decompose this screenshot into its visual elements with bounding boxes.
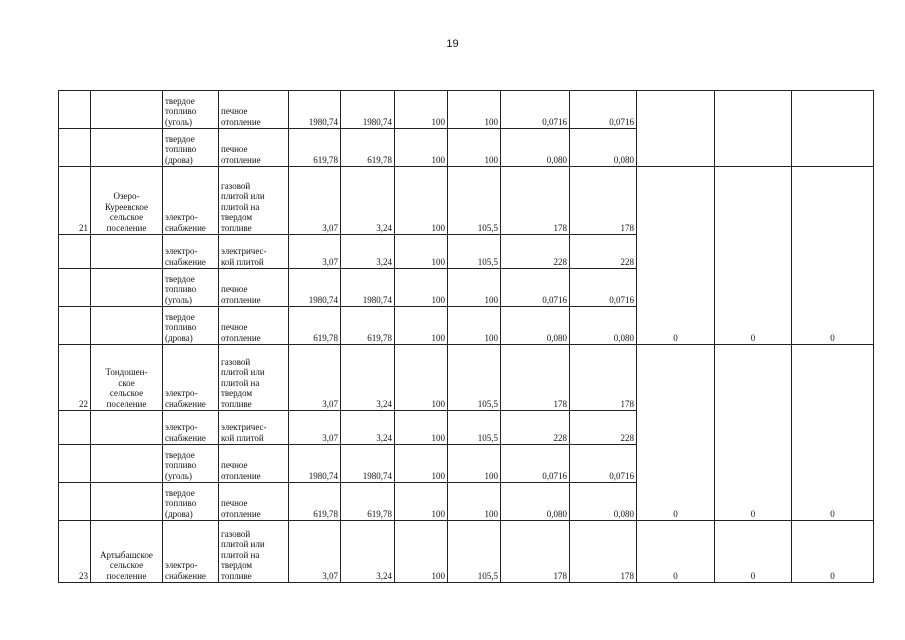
empty-cell xyxy=(91,483,163,521)
usage-type-cell: электричес- кой плитой xyxy=(219,411,289,445)
resource-type-cell: электро- снабжение xyxy=(163,345,219,411)
tariff-value-2-cell: 1980,74 xyxy=(341,91,395,129)
tariff-value-2-cell: 3,24 xyxy=(341,521,395,583)
norm-2-cell: 0,0716 xyxy=(570,269,637,307)
percent-2-cell: 105,5 xyxy=(448,411,501,445)
settlement-name-cell: Озеро- Куреевское сельское поселение xyxy=(91,167,163,235)
norm-2-cell: 228 xyxy=(570,411,637,445)
settlement-name-cell: Тондошен- ское сельское поселение xyxy=(91,345,163,411)
norm-2-cell: 228 xyxy=(570,235,637,269)
resource-type-cell: электро- снабжение xyxy=(163,167,219,235)
usage-type-cell: газовой плитой или плитой на твердом топливе xyxy=(219,167,289,235)
resource-type-cell: электро- снабжение xyxy=(163,411,219,445)
norm-1-cell: 0,0716 xyxy=(501,269,570,307)
norm-2-cell: 0,0716 xyxy=(570,91,637,129)
percent-1-cell: 100 xyxy=(395,345,448,411)
side-value-cell: 0 xyxy=(792,521,874,583)
norm-2-cell: 0,080 xyxy=(570,129,637,167)
empty-cell xyxy=(59,129,91,167)
settlement-name-cell: Артыбашское сельское поселение xyxy=(91,521,163,583)
side-value-cell: 0 xyxy=(715,167,792,345)
tariff-value-1-cell: 3,07 xyxy=(289,167,341,235)
empty-cell xyxy=(91,411,163,445)
tariff-value-2-cell: 3,24 xyxy=(341,345,395,411)
tariff-value-2-cell: 3,24 xyxy=(341,411,395,445)
side-value-cell xyxy=(715,91,792,167)
table-row xyxy=(59,167,874,235)
norm-2-cell: 0,080 xyxy=(570,483,637,521)
side-value-cell: 0 xyxy=(637,345,715,521)
norm-1-cell: 178 xyxy=(501,345,570,411)
tariff-value-1-cell: 1980,74 xyxy=(289,445,341,483)
side-value-cell xyxy=(637,91,715,167)
tariff-table xyxy=(58,90,874,583)
percent-2-cell: 100 xyxy=(448,307,501,345)
usage-type-cell: печное отопление xyxy=(219,269,289,307)
side-value-cell: 0 xyxy=(792,167,874,345)
resource-type-cell: электро- снабжение xyxy=(163,521,219,583)
percent-2-cell: 100 xyxy=(448,445,501,483)
percent-1-cell: 100 xyxy=(395,269,448,307)
empty-cell xyxy=(91,269,163,307)
usage-type-cell: печное отопление xyxy=(219,307,289,345)
percent-2-cell: 100 xyxy=(448,91,501,129)
percent-1-cell: 100 xyxy=(395,91,448,129)
row-number-cell: 22 xyxy=(59,345,91,411)
side-value-cell: 0 xyxy=(637,521,715,583)
usage-type-cell: печное отопление xyxy=(219,91,289,129)
tariff-value-2-cell: 3,24 xyxy=(341,235,395,269)
side-value-cell: 0 xyxy=(792,345,874,521)
tariff-value-1-cell: 3,07 xyxy=(289,411,341,445)
tariff-value-2-cell: 3,24 xyxy=(341,167,395,235)
norm-1-cell: 0,0716 xyxy=(501,445,570,483)
settlement-name-cell xyxy=(91,91,163,129)
tariff-value-1-cell: 1980,74 xyxy=(289,91,341,129)
row-number-cell xyxy=(59,91,91,129)
table-row xyxy=(59,91,874,129)
usage-type-cell: печное отопление xyxy=(219,129,289,167)
side-value-cell xyxy=(792,91,874,167)
tariff-value-1-cell: 3,07 xyxy=(289,521,341,583)
side-value-cell: 0 xyxy=(637,167,715,345)
empty-cell xyxy=(59,235,91,269)
percent-1-cell: 100 xyxy=(395,235,448,269)
percent-1-cell: 100 xyxy=(395,167,448,235)
empty-cell xyxy=(91,129,163,167)
row-number-cell: 23 xyxy=(59,521,91,583)
percent-2-cell: 100 xyxy=(448,483,501,521)
norm-1-cell: 0,080 xyxy=(501,483,570,521)
norm-1-cell: 0,080 xyxy=(501,307,570,345)
percent-1-cell: 100 xyxy=(395,129,448,167)
resource-type-cell: твердое топливо (уголь) xyxy=(163,91,219,129)
empty-cell xyxy=(91,445,163,483)
usage-type-cell: печное отопление xyxy=(219,445,289,483)
resource-type-cell: твердое топливо (дрова) xyxy=(163,307,219,345)
empty-cell xyxy=(59,411,91,445)
empty-cell xyxy=(59,445,91,483)
usage-type-cell: газовой плитой или плитой на твердом топливе xyxy=(219,521,289,583)
tariff-value-2-cell: 1980,74 xyxy=(341,445,395,483)
tariff-value-2-cell: 619,78 xyxy=(341,307,395,345)
row-number-cell: 21 xyxy=(59,167,91,235)
table-row xyxy=(59,521,874,583)
tariff-value-1-cell: 619,78 xyxy=(289,307,341,345)
empty-cell xyxy=(59,307,91,345)
norm-2-cell: 178 xyxy=(570,521,637,583)
empty-cell xyxy=(91,235,163,269)
resource-type-cell: электро- снабжение xyxy=(163,235,219,269)
empty-cell xyxy=(59,483,91,521)
norm-1-cell: 228 xyxy=(501,411,570,445)
tariff-value-1-cell: 3,07 xyxy=(289,345,341,411)
resource-type-cell: твердое топливо (уголь) xyxy=(163,269,219,307)
norm-1-cell: 178 xyxy=(501,521,570,583)
percent-1-cell: 100 xyxy=(395,521,448,583)
percent-1-cell: 100 xyxy=(395,483,448,521)
empty-cell xyxy=(91,307,163,345)
table-row xyxy=(59,345,874,411)
percent-1-cell: 100 xyxy=(395,411,448,445)
tariff-value-1-cell: 3,07 xyxy=(289,235,341,269)
norm-1-cell: 0,080 xyxy=(501,129,570,167)
side-value-cell: 0 xyxy=(715,345,792,521)
resource-type-cell: твердое топливо (дрова) xyxy=(163,483,219,521)
percent-2-cell: 100 xyxy=(448,269,501,307)
page-number: 19 xyxy=(446,38,459,50)
usage-type-cell: печное отопление xyxy=(219,483,289,521)
norm-2-cell: 0,0716 xyxy=(570,445,637,483)
tariff-value-1-cell: 1980,74 xyxy=(289,269,341,307)
percent-2-cell: 100 xyxy=(448,129,501,167)
norm-2-cell: 178 xyxy=(570,345,637,411)
tariff-value-2-cell: 1980,74 xyxy=(341,269,395,307)
usage-type-cell: электричес- кой плитой xyxy=(219,235,289,269)
side-value-cell: 0 xyxy=(715,521,792,583)
usage-type-cell: газовой плитой или плитой на твердом топливе xyxy=(219,345,289,411)
percent-1-cell: 100 xyxy=(395,307,448,345)
resource-type-cell: твердое топливо (уголь) xyxy=(163,445,219,483)
tariff-value-1-cell: 619,78 xyxy=(289,129,341,167)
norm-2-cell: 0,080 xyxy=(570,307,637,345)
tariff-value-2-cell: 619,78 xyxy=(341,483,395,521)
resource-type-cell: твердое топливо (дрова) xyxy=(163,129,219,167)
empty-cell xyxy=(59,269,91,307)
percent-2-cell: 105,5 xyxy=(448,345,501,411)
norm-1-cell: 0,0716 xyxy=(501,91,570,129)
norm-2-cell: 178 xyxy=(570,167,637,235)
norm-1-cell: 228 xyxy=(501,235,570,269)
norm-1-cell: 178 xyxy=(501,167,570,235)
percent-2-cell: 105,5 xyxy=(448,521,501,583)
percent-2-cell: 105,5 xyxy=(448,235,501,269)
percent-1-cell: 100 xyxy=(395,445,448,483)
percent-2-cell: 105,5 xyxy=(448,167,501,235)
tariff-value-2-cell: 619,78 xyxy=(341,129,395,167)
tariff-value-1-cell: 619,78 xyxy=(289,483,341,521)
